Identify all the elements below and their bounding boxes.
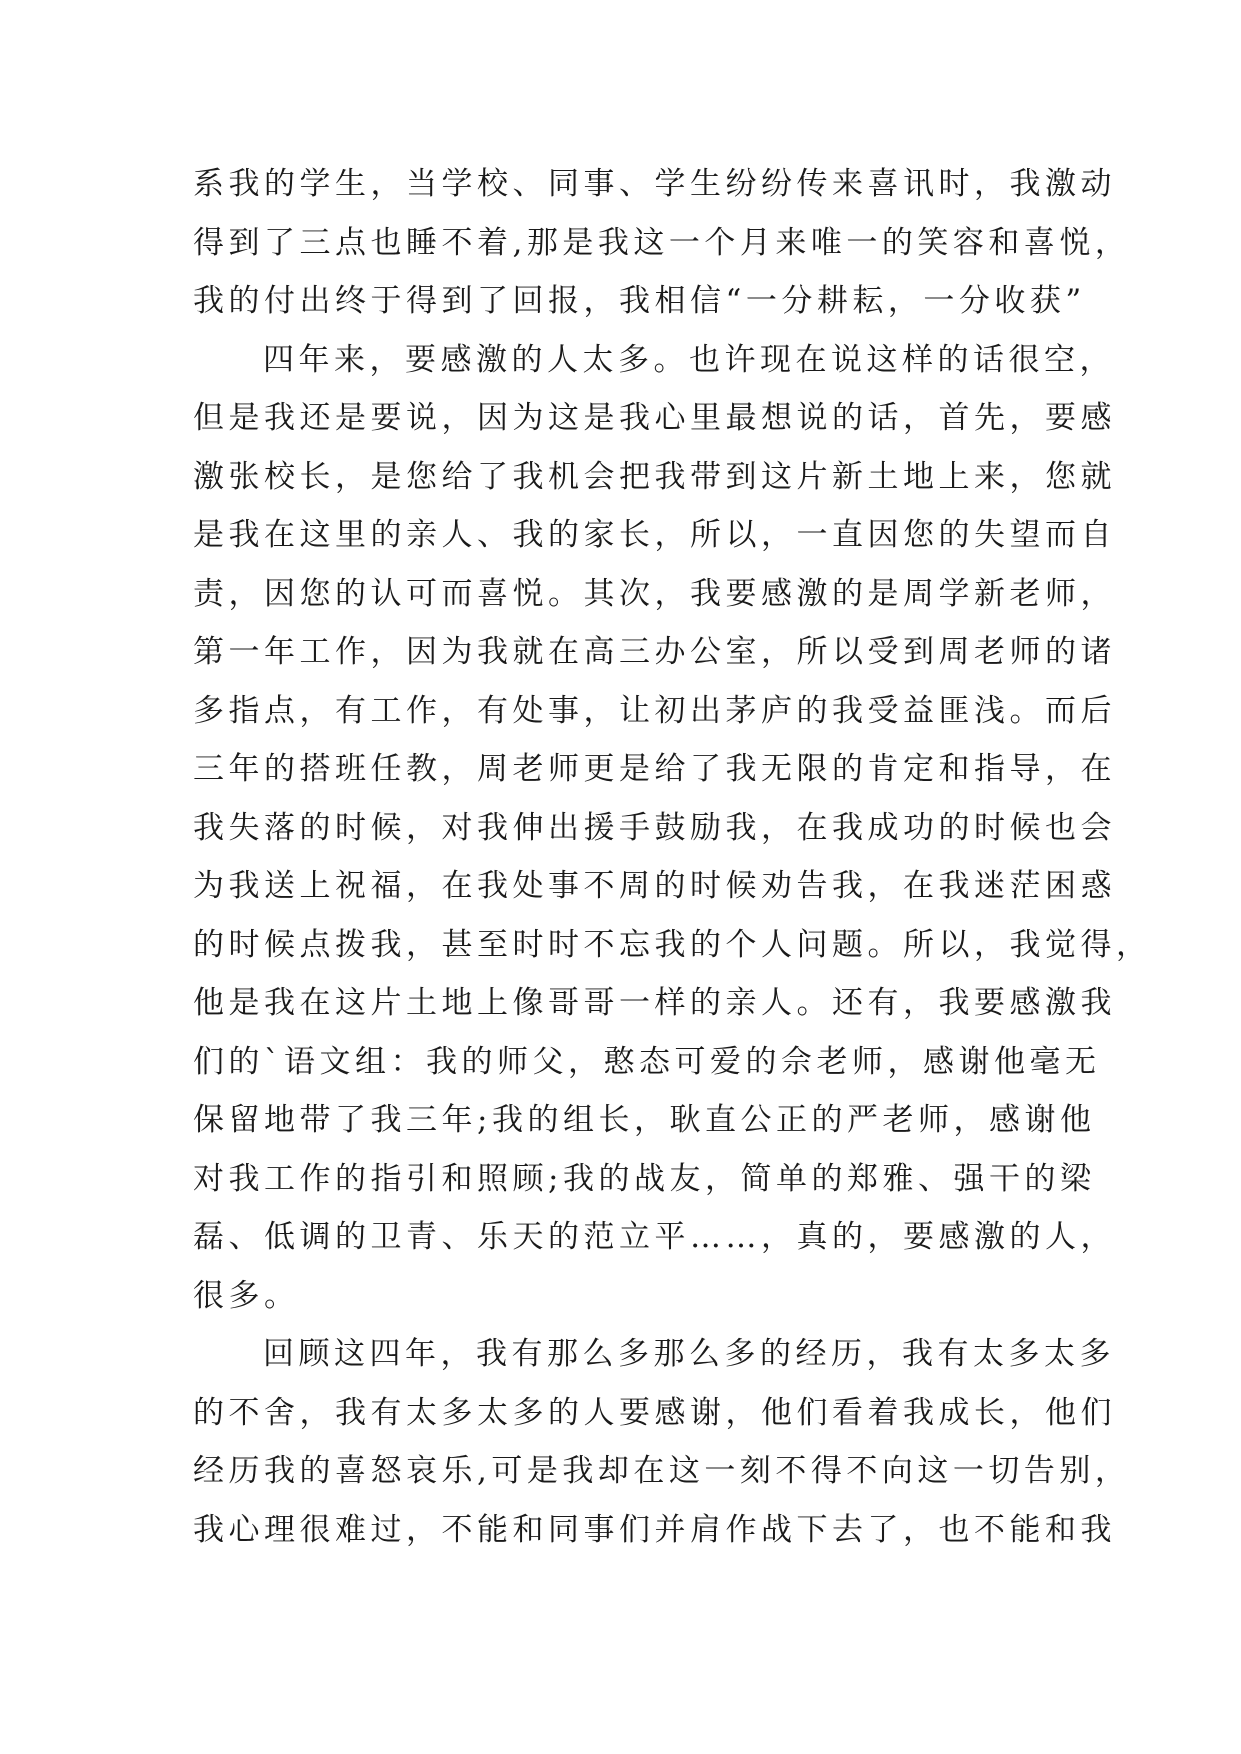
text-line: 保留地带了我三年;我的组长，耿直公正的严老师，感谢他 (193, 1102, 1096, 1138)
text-line: 们的`语文组：我的师父，憨态可爱的佘老师，感谢他毫无 (193, 1043, 1101, 1080)
text-line: 磊、低调的卫青、乐天的范立平……，真的，要感激的人， (193, 1219, 1116, 1255)
text-line: 系我的学生，当学校、同事、学生纷纷传来喜讯时，我激动 (193, 166, 1116, 202)
text-line: 的时候点拨我，甚至时时不忘我的个人问题。所以，我觉得， (193, 926, 1152, 963)
text-line: 得到了三点也睡不着,那是我这一个月来唯一的笑容和喜悦， (193, 224, 1131, 261)
text-line: 三年的搭班任教，周老师更是给了我无限的肯定和指导，在 (193, 751, 1116, 787)
text-line: 对我工作的指引和照顾;我的战友，简单的郑雅、强干的梁 (193, 1160, 1096, 1197)
text-line: 的不舍，我有太多太多的人要感谢，他们看着我成长，他们 (193, 1394, 1116, 1431)
text-line: 我的付出终于得到了回报，我相信“一分耕耘，一分收获” (193, 283, 1086, 319)
text-line: 我心理很难过，不能和同事们并肩作战下去了，也不能和我 (193, 1511, 1116, 1548)
body-text (193, 155, 1152, 1559)
text-line: 很多。 (193, 1277, 300, 1314)
text-line: 我失落的时候，对我伸出援手鼓励我，在我成功的时候也会 (193, 809, 1116, 846)
text-line: 他是我在这片土地上像哥哥一样的亲人。还有，我要感激我 (193, 985, 1116, 1021)
text-line: 第一年工作，因为我就在高三办公室，所以受到周老师的诸 (193, 634, 1116, 670)
text-line: 为我送上祝福，在我处事不周的时候劝告我，在我迷茫困惑 (193, 868, 1116, 904)
text-line: 激张校长，是您给了我机会把我带到这片新土地上来，您就 (193, 458, 1116, 495)
text-line: 多指点，有工作，有处事，让初出茅庐的我受益匪浅。而后 (193, 692, 1116, 729)
text-line: 责，因您的认可而喜悦。其次，我要感激的是周学新老师， (193, 575, 1116, 612)
text-line: 但是我还是要说，因为这是我心里最想说的话，首先，要感 (193, 400, 1116, 436)
text-line: 是我在这里的亲人、我的家长，所以，一直因您的失望而自 (193, 517, 1116, 553)
text-line: 经历我的喜怒哀乐,可是我却在这一刻不得不向这一切告别， (193, 1453, 1131, 1489)
paragraph-start-line: 回顾这四年，我有那么多那么多的经历，我有太多太多 (263, 1336, 1115, 1372)
paragraph-start-line: 四年来，要感激的人太多。也许现在说这样的话很空， (263, 341, 1115, 378)
